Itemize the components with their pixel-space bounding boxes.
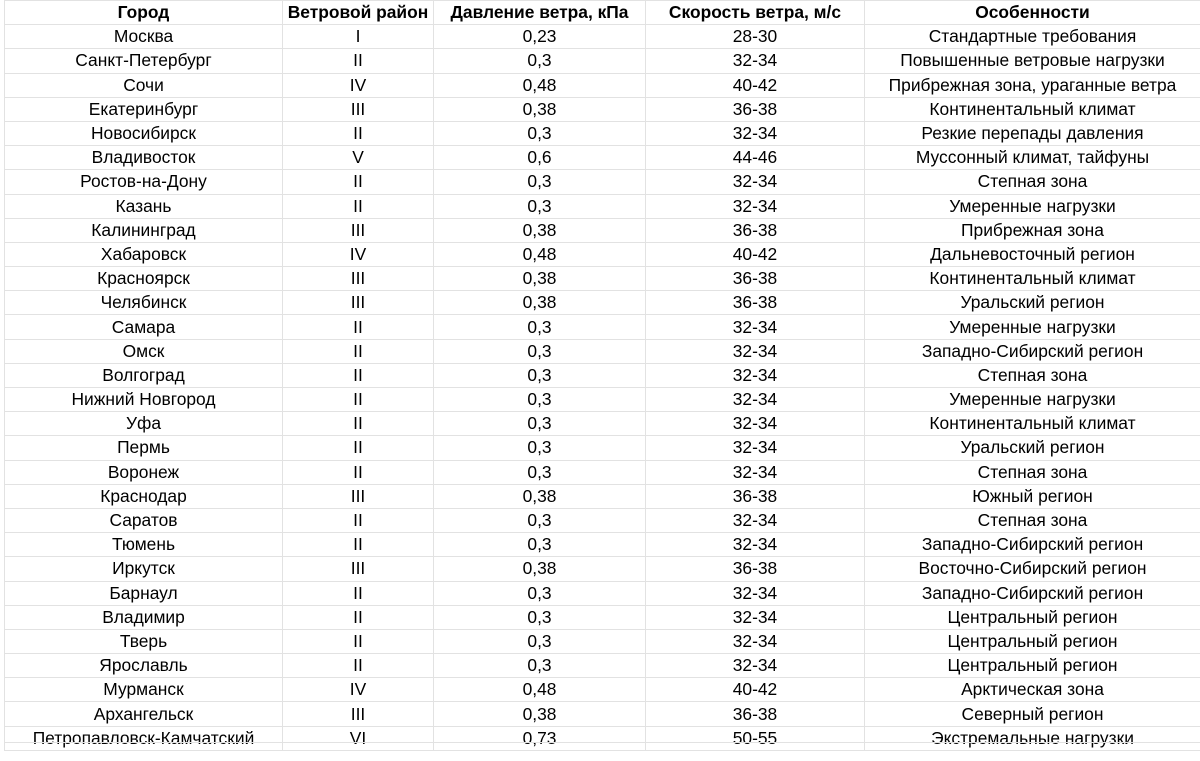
- cell-wind-region[interactable]: II: [283, 654, 434, 678]
- cell-wind-pressure[interactable]: 0,38: [434, 267, 646, 291]
- cell-wind-pressure[interactable]: 0,3: [434, 388, 646, 412]
- cell-wind-region[interactable]: III: [283, 484, 434, 508]
- table-row: [5, 460, 1200, 484]
- cell-features[interactable]: Арктическая зона: [865, 678, 1200, 702]
- cell-wind-region[interactable]: IV: [283, 678, 434, 702]
- table-row: [5, 436, 1200, 460]
- cell-features[interactable]: Центральный регион: [865, 654, 1200, 678]
- cell-wind-speed[interactable]: 32-34: [646, 121, 865, 145]
- cell-features[interactable]: Степная зона: [865, 508, 1200, 532]
- cell-features[interactable]: Умеренные нагрузки: [865, 388, 1200, 412]
- column-header-wind-speed[interactable]: Скорость ветра, м/с: [646, 1, 865, 25]
- cell-wind-pressure[interactable]: 0,38: [434, 97, 646, 121]
- cell-city[interactable]: Ростов-на-Дону: [5, 170, 283, 194]
- empty-grid-row[interactable]: [4, 742, 1200, 761]
- cell-wind-speed[interactable]: 36-38: [646, 291, 865, 315]
- table-row: [5, 170, 1200, 194]
- cell-wind-pressure[interactable]: 0,6: [434, 146, 646, 170]
- cell-wind-pressure[interactable]: 0,48: [434, 73, 646, 97]
- cell-city[interactable]: Архангельск: [5, 702, 283, 726]
- cell-wind-speed[interactable]: 32-34: [646, 315, 865, 339]
- table-row: [5, 194, 1200, 218]
- cell-wind-region[interactable]: II: [283, 581, 434, 605]
- cell-wind-region[interactable]: II: [283, 315, 434, 339]
- cell-features[interactable]: Прибрежная зона: [865, 218, 1200, 242]
- cell-wind-speed[interactable]: 36-38: [646, 702, 865, 726]
- cell-wind-speed[interactable]: 32-34: [646, 339, 865, 363]
- table-row: [5, 557, 1200, 581]
- cell-features[interactable]: Континентальный климат: [865, 267, 1200, 291]
- cell-wind-speed[interactable]: 32-34: [646, 533, 865, 557]
- cell-wind-pressure[interactable]: 0,3: [434, 315, 646, 339]
- cell-features[interactable]: Резкие перепады давления: [865, 121, 1200, 145]
- cell-features[interactable]: Умеренные нагрузки: [865, 194, 1200, 218]
- cell-city[interactable]: Казань: [5, 194, 283, 218]
- cell-city[interactable]: Челябинск: [5, 291, 283, 315]
- cell-city[interactable]: Иркутск: [5, 557, 283, 581]
- cell-features[interactable]: Западно-Сибирский регион: [865, 533, 1200, 557]
- cell-wind-pressure[interactable]: 0,3: [434, 581, 646, 605]
- cell-wind-region[interactable]: II: [283, 629, 434, 653]
- cell-wind-region[interactable]: IV: [283, 242, 434, 266]
- cell-wind-pressure[interactable]: 0,3: [434, 460, 646, 484]
- table-row: [5, 242, 1200, 266]
- cell-wind-region[interactable]: II: [283, 605, 434, 629]
- cell-wind-speed[interactable]: 44-46: [646, 146, 865, 170]
- cell-wind-region[interactable]: II: [283, 49, 434, 73]
- cell-wind-speed[interactable]: 32-34: [646, 460, 865, 484]
- spreadsheet-grid: [4, 0, 1200, 760]
- column-header-wind-region[interactable]: Ветровой район: [283, 1, 434, 25]
- cell-wind-pressure[interactable]: 0,38: [434, 702, 646, 726]
- cell-wind-speed[interactable]: 32-34: [646, 436, 865, 460]
- table-row: [5, 315, 1200, 339]
- cell-wind-pressure[interactable]: 0,3: [434, 170, 646, 194]
- cell-city[interactable]: Нижний Новгород: [5, 388, 283, 412]
- table-row: [5, 25, 1200, 49]
- cell-city[interactable]: Ярославль: [5, 654, 283, 678]
- cell-wind-region[interactable]: VI: [283, 726, 434, 750]
- cell-city[interactable]: Петропавловск-Камчатский: [5, 726, 283, 750]
- cell-city[interactable]: Тюмень: [5, 533, 283, 557]
- cell-features[interactable]: Степная зона: [865, 460, 1200, 484]
- cell-city[interactable]: Саратов: [5, 508, 283, 532]
- cell-city[interactable]: Мурманск: [5, 678, 283, 702]
- table-row: [5, 267, 1200, 291]
- table-row: [5, 678, 1200, 702]
- cell-wind-pressure[interactable]: 0,3: [434, 629, 646, 653]
- cell-wind-speed[interactable]: 32-34: [646, 388, 865, 412]
- cell-wind-pressure[interactable]: 0,3: [434, 121, 646, 145]
- table-row: [5, 121, 1200, 145]
- table-row: [5, 73, 1200, 97]
- cell-wind-speed[interactable]: 32-34: [646, 49, 865, 73]
- table-row: [5, 605, 1200, 629]
- cell-wind-region[interactable]: V: [283, 146, 434, 170]
- cell-wind-region[interactable]: II: [283, 194, 434, 218]
- cell-city[interactable]: Краснодар: [5, 484, 283, 508]
- cell-wind-region[interactable]: II: [283, 339, 434, 363]
- cell-wind-speed[interactable]: 32-34: [646, 508, 865, 532]
- wind-load-table: [4, 0, 1200, 751]
- cell-city[interactable]: Москва: [5, 25, 283, 49]
- table-row: [5, 388, 1200, 412]
- cell-wind-pressure[interactable]: 0,3: [434, 412, 646, 436]
- cell-wind-region[interactable]: II: [283, 121, 434, 145]
- table-row: [5, 629, 1200, 653]
- cell-city[interactable]: Санкт-Петербург: [5, 49, 283, 73]
- cell-wind-pressure[interactable]: 0,23: [434, 25, 646, 49]
- cell-features[interactable]: Прибрежная зона, ураганные ветра: [865, 73, 1200, 97]
- cell-features[interactable]: Уральский регион: [865, 291, 1200, 315]
- cell-wind-speed[interactable]: 36-38: [646, 97, 865, 121]
- cell-city[interactable]: Владивосток: [5, 146, 283, 170]
- cell-wind-pressure[interactable]: 0,3: [434, 605, 646, 629]
- cell-features[interactable]: Южный регион: [865, 484, 1200, 508]
- cell-wind-region[interactable]: II: [283, 363, 434, 387]
- table-row: [5, 97, 1200, 121]
- cell-city[interactable]: Новосибирск: [5, 121, 283, 145]
- cell-features[interactable]: Степная зона: [865, 170, 1200, 194]
- cell-wind-region[interactable]: IV: [283, 73, 434, 97]
- cell-city[interactable]: Волгоград: [5, 363, 283, 387]
- cell-wind-pressure[interactable]: 0,3: [434, 339, 646, 363]
- cell-wind-speed[interactable]: 36-38: [646, 484, 865, 508]
- column-header-city[interactable]: Город: [5, 1, 283, 25]
- cell-wind-region[interactable]: II: [283, 412, 434, 436]
- cell-wind-pressure[interactable]: 0,38: [434, 557, 646, 581]
- cell-wind-region[interactable]: II: [283, 388, 434, 412]
- cell-features[interactable]: Северный регион: [865, 702, 1200, 726]
- cell-city[interactable]: Барнаул: [5, 581, 283, 605]
- cell-wind-region[interactable]: II: [283, 533, 434, 557]
- cell-city[interactable]: Пермь: [5, 436, 283, 460]
- cell-city[interactable]: Уфа: [5, 412, 283, 436]
- cell-wind-pressure[interactable]: 0,3: [434, 508, 646, 532]
- cell-wind-pressure[interactable]: 0,3: [434, 49, 646, 73]
- table-row: [5, 218, 1200, 242]
- cell-city[interactable]: Самара: [5, 315, 283, 339]
- cell-wind-pressure[interactable]: 0,38: [434, 218, 646, 242]
- table-row: [5, 339, 1200, 363]
- cell-wind-speed[interactable]: 32-34: [646, 363, 865, 387]
- cell-city[interactable]: Воронеж: [5, 460, 283, 484]
- cell-city[interactable]: Красноярск: [5, 267, 283, 291]
- cell-features[interactable]: Центральный регион: [865, 629, 1200, 653]
- cell-features[interactable]: Повышенные ветровые нагрузки: [865, 49, 1200, 73]
- cell-features[interactable]: Континентальный климат: [865, 97, 1200, 121]
- cell-features[interactable]: Стандартные требования: [865, 25, 1200, 49]
- cell-wind-speed[interactable]: 40-42: [646, 73, 865, 97]
- cell-wind-region[interactable]: II: [283, 508, 434, 532]
- table-row: [5, 146, 1200, 170]
- cell-wind-pressure[interactable]: 0,3: [434, 363, 646, 387]
- cell-city[interactable]: Хабаровск: [5, 242, 283, 266]
- cell-wind-region[interactable]: III: [283, 218, 434, 242]
- cell-features[interactable]: Экстремальные нагрузки: [865, 726, 1200, 750]
- cell-wind-pressure[interactable]: 0,48: [434, 678, 646, 702]
- table-body: [5, 25, 1200, 751]
- table-row: [5, 412, 1200, 436]
- cell-wind-speed[interactable]: 36-38: [646, 557, 865, 581]
- cell-wind-pressure[interactable]: 0,3: [434, 194, 646, 218]
- cell-wind-region[interactable]: II: [283, 460, 434, 484]
- cell-city[interactable]: Тверь: [5, 629, 283, 653]
- cell-wind-speed[interactable]: 40-42: [646, 678, 865, 702]
- cell-wind-pressure[interactable]: 0,38: [434, 484, 646, 508]
- cell-city[interactable]: Сочи: [5, 73, 283, 97]
- cell-city[interactable]: Владимир: [5, 605, 283, 629]
- cell-wind-speed[interactable]: 32-34: [646, 170, 865, 194]
- cell-features[interactable]: Дальневосточный регион: [865, 242, 1200, 266]
- cell-features[interactable]: Степная зона: [865, 363, 1200, 387]
- cell-features[interactable]: Уральский регион: [865, 436, 1200, 460]
- cell-features[interactable]: Умеренные нагрузки: [865, 315, 1200, 339]
- table-row: [5, 581, 1200, 605]
- cell-wind-region[interactable]: III: [283, 267, 434, 291]
- cell-wind-speed[interactable]: 40-42: [646, 242, 865, 266]
- table-row: [5, 363, 1200, 387]
- cell-wind-pressure[interactable]: 0,3: [434, 654, 646, 678]
- cell-wind-region[interactable]: III: [283, 97, 434, 121]
- cell-wind-pressure[interactable]: 0,3: [434, 533, 646, 557]
- cell-wind-region[interactable]: III: [283, 291, 434, 315]
- column-header-features[interactable]: Особенности: [865, 1, 1200, 25]
- cell-wind-speed[interactable]: 32-34: [646, 412, 865, 436]
- cell-wind-speed[interactable]: 32-34: [646, 581, 865, 605]
- cell-wind-region[interactable]: II: [283, 170, 434, 194]
- cell-features[interactable]: Муссонный климат, тайфуны: [865, 146, 1200, 170]
- cell-wind-speed[interactable]: 32-34: [646, 654, 865, 678]
- column-header-wind-pressure[interactable]: Давление ветра, кПа: [434, 1, 646, 25]
- table-row: [5, 508, 1200, 532]
- cell-wind-pressure[interactable]: 0,38: [434, 291, 646, 315]
- table-row: [5, 533, 1200, 557]
- cell-features[interactable]: Восточно-Сибирский регион: [865, 557, 1200, 581]
- cell-wind-speed[interactable]: 32-34: [646, 605, 865, 629]
- cell-wind-speed[interactable]: 36-38: [646, 218, 865, 242]
- table-row: [5, 484, 1200, 508]
- cell-wind-pressure[interactable]: 0,3: [434, 436, 646, 460]
- cell-city[interactable]: Омск: [5, 339, 283, 363]
- cell-features[interactable]: Центральный регион: [865, 605, 1200, 629]
- cell-wind-region[interactable]: III: [283, 557, 434, 581]
- cell-wind-speed[interactable]: 28-30: [646, 25, 865, 49]
- cell-features[interactable]: Западно-Сибирский регион: [865, 339, 1200, 363]
- table-row: [5, 291, 1200, 315]
- cell-city[interactable]: Калининград: [5, 218, 283, 242]
- table-row: [5, 654, 1200, 678]
- cell-city[interactable]: Екатеринбург: [5, 97, 283, 121]
- header-row: [5, 1, 1200, 25]
- cell-wind-region[interactable]: I: [283, 25, 434, 49]
- cell-wind-speed[interactable]: 36-38: [646, 267, 865, 291]
- cell-wind-region[interactable]: II: [283, 436, 434, 460]
- cell-wind-speed[interactable]: 50-55: [646, 726, 865, 750]
- cell-wind-region[interactable]: III: [283, 702, 434, 726]
- cell-features[interactable]: Континентальный климат: [865, 412, 1200, 436]
- cell-wind-speed[interactable]: 32-34: [646, 629, 865, 653]
- cell-wind-pressure[interactable]: 0,48: [434, 242, 646, 266]
- cell-features[interactable]: Западно-Сибирский регион: [865, 581, 1200, 605]
- table-row: [5, 49, 1200, 73]
- cell-wind-pressure[interactable]: 0,73: [434, 726, 646, 750]
- cell-wind-speed[interactable]: 32-34: [646, 194, 865, 218]
- table-row: [5, 702, 1200, 726]
